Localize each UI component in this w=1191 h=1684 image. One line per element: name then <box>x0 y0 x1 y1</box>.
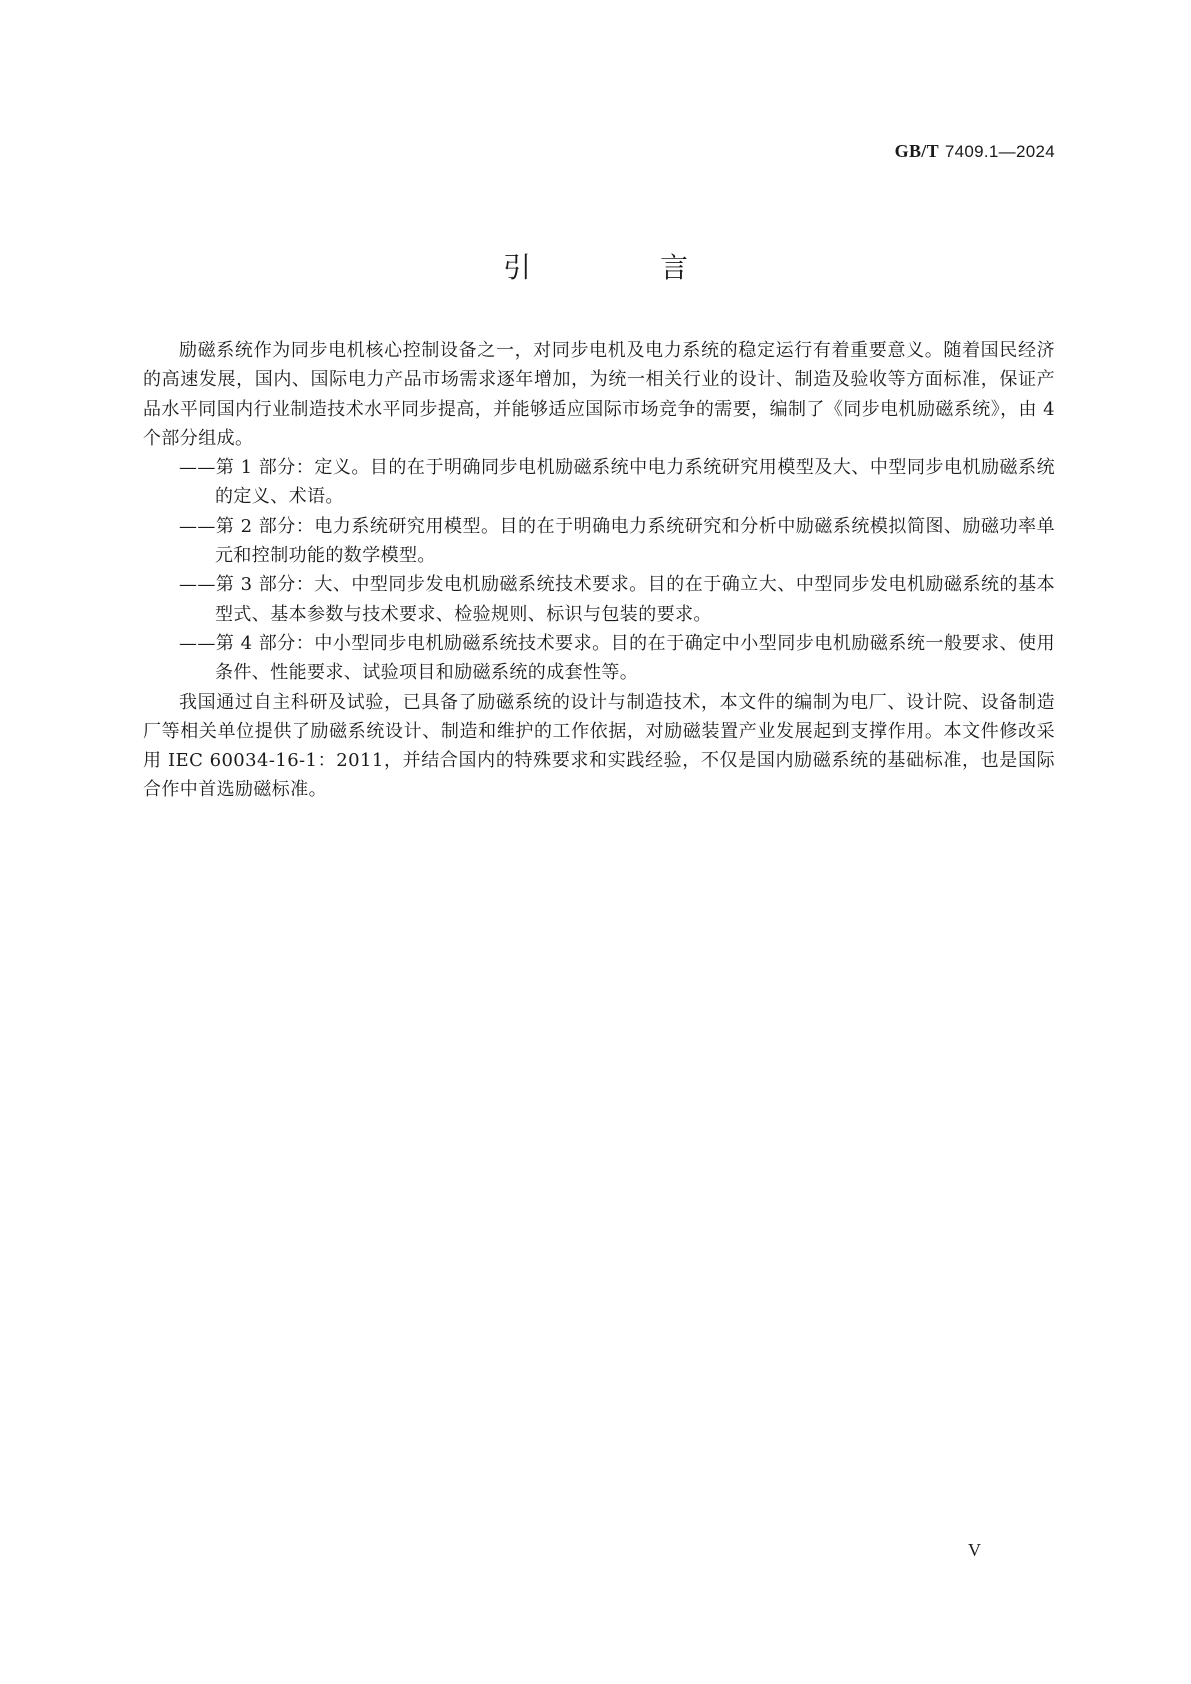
standard-prefix: GB/T <box>894 141 939 161</box>
list-item-part-3: ——第 3 部分：大、中型同步发电机励磁系统技术要求。目的在于确立大、中型同步发电机励磁系统的基本型式、基本参数与技术要求、检验规则、标识与包装的要求。 <box>179 574 1055 625</box>
section-title: 引 言 <box>503 251 748 284</box>
list-item-part-1: ——第 1 部分：定义。目的在于明确同步电机励磁系统中电力系统研究用模型及大、中型同步电机励磁系统的定义、术语。 <box>179 457 1055 508</box>
introduction-body <box>143 336 1055 805</box>
page-number: V <box>968 1540 981 1560</box>
intro-paragraph: 励磁系统作为同步电机核心控制设备之一，对同步电机及电力系统的稳定运行有着重要意义。随着国民经济的高速发展，国内、国际电力产品市场需求逐年增加，为统一相关行业的设计、制造及验收等方面标准，保证产品水平同国内行业制造技术水平同步提高，并能够适应国际市场竞争的需要，编制了《同步电机励磁系统》，由 4 个部分组成。 <box>143 340 1055 449</box>
list-item-part-2: ——第 2 部分：电力系统研究用模型。目的在于明确电力系统研究和分析中励磁系统模拟简图、励磁功率单元和控制功能的数学模型。 <box>179 515 1055 567</box>
list-item-part-4: ——第 4 部分：中小型同步电机励磁系统技术要求。目的在于确定中小型同步电机励磁系统一般要求、使用条件、性能要求、试验项目和励磁系统的成套性等。 <box>179 632 1055 684</box>
standard-code <box>895 141 1055 162</box>
closing-paragraph: 我国通过自主科研及试验，已具备了励磁系统的设计与制造技术，本文件的编制为电厂、设计院、设备制造厂等相关单位提供了励磁系统设计、制造和维护的工作依据，对励磁装置产业发展起到支撑作用。本文件修改采用 IEC 60034-16-1：2011，并结合国内的特殊要求和实践经验，不仅是国内励磁系统的基础标准，也是国际合作中首选励磁标准。 <box>143 691 1055 801</box>
standard-number: 7409.1—2024 <box>944 142 1055 161</box>
